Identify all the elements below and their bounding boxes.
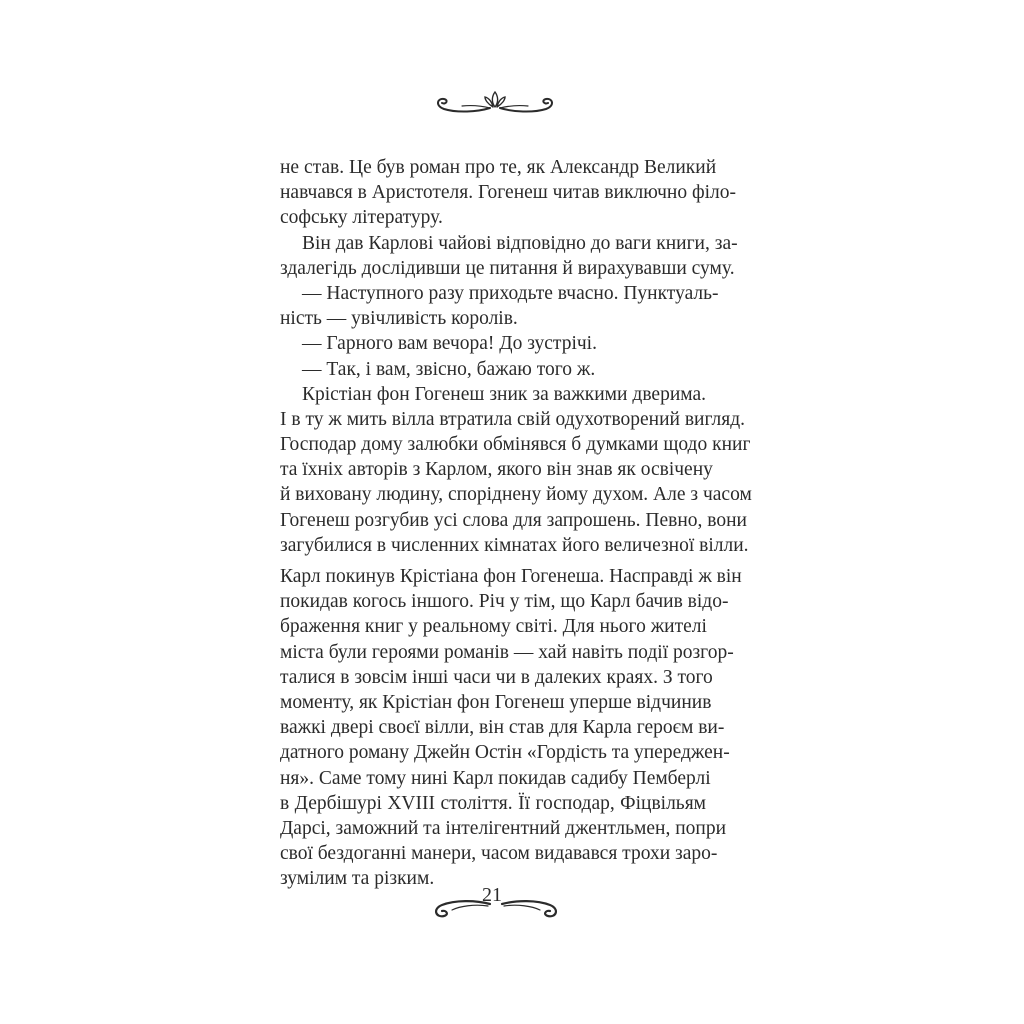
text-line: навчався в Аристотеля. Гогенеш читав виключно філо- bbox=[280, 182, 736, 204]
text-line: талися в зовсім інші часи чи в далеких краях. З того bbox=[280, 666, 713, 688]
text-line: Дарсі, заможний та інтелігентний джентльмен, попри bbox=[280, 817, 727, 839]
text-line: датного роману Джейн Остін «Гордість та упереджен- bbox=[280, 742, 730, 764]
text-line: Крістіан фон Гогенеш зник за важкими дверима. bbox=[302, 383, 706, 405]
text-line: й виховану людину, споріднену йому духом. Але з часом bbox=[280, 484, 752, 506]
text-line: міста були героями романів — хай навіть події розгор- bbox=[280, 641, 734, 663]
text-block-lower bbox=[280, 564, 742, 891]
text-line: в Дербішурі XVIII століття. Її господар, Фіцвільям bbox=[280, 792, 706, 814]
text-line: — Наступного разу приходьте вчасно. Пунктуаль- bbox=[302, 282, 719, 304]
text-line: — Гарного вам вечора! До зустрічі. bbox=[302, 333, 597, 355]
text-line: здалегідь дослідивши це питання й вирахувавши суму. bbox=[280, 257, 735, 279]
text-line: зумілим та різким. bbox=[280, 868, 435, 890]
text-line: свої бездоганні манери, часом видавався трохи заро- bbox=[280, 843, 718, 865]
text-line: — Так, і вам, звісно, бажаю того ж. bbox=[302, 358, 596, 380]
text-line: та їхніх авторів з Карлом, якого він знав як освічену bbox=[280, 459, 713, 481]
text-line: важкі двері своєї вілли, він став для Карла героєм ви- bbox=[280, 717, 725, 739]
text-line: не став. Це був роман про те, як Александр Великий bbox=[280, 157, 717, 178]
text-line: загубилися в численних кімнатах його величезної вілли. bbox=[280, 534, 749, 556]
text-block-upper bbox=[280, 155, 752, 558]
page-number: 21 bbox=[482, 884, 502, 906]
text-line: Господар дому залюбки обмінявся б думками щодо книг bbox=[280, 434, 751, 456]
text-line: Карл покинув Крістіана фон Гогенеша. Насправді ж він bbox=[280, 566, 742, 587]
text-line: Гогенеш розгубив усі слова для запрошень. Певно, вони bbox=[280, 509, 747, 531]
text-line: браження книг у реальному світі. Для нього жителі bbox=[280, 616, 707, 638]
text-line: покидав когось іншого. Річ у тім, що Карл бачив відо- bbox=[280, 591, 729, 613]
text-line: ність — увічливість королів. bbox=[280, 308, 518, 330]
text-line: Він дав Карлові чайові відповідно до ваги книги, за- bbox=[302, 232, 738, 254]
text-line: ня». Саме тому нині Карл покидав садибу Пемберлі bbox=[280, 767, 711, 789]
text-line: І в ту ж мить вілла втратила свій одухотворений вигляд. bbox=[280, 408, 746, 430]
header-ornament-icon bbox=[432, 88, 558, 118]
text-line: моменту, як Крістіан фон Гогенеш уперше відчинив bbox=[280, 691, 712, 713]
text-line: софську літературу. bbox=[280, 207, 443, 229]
